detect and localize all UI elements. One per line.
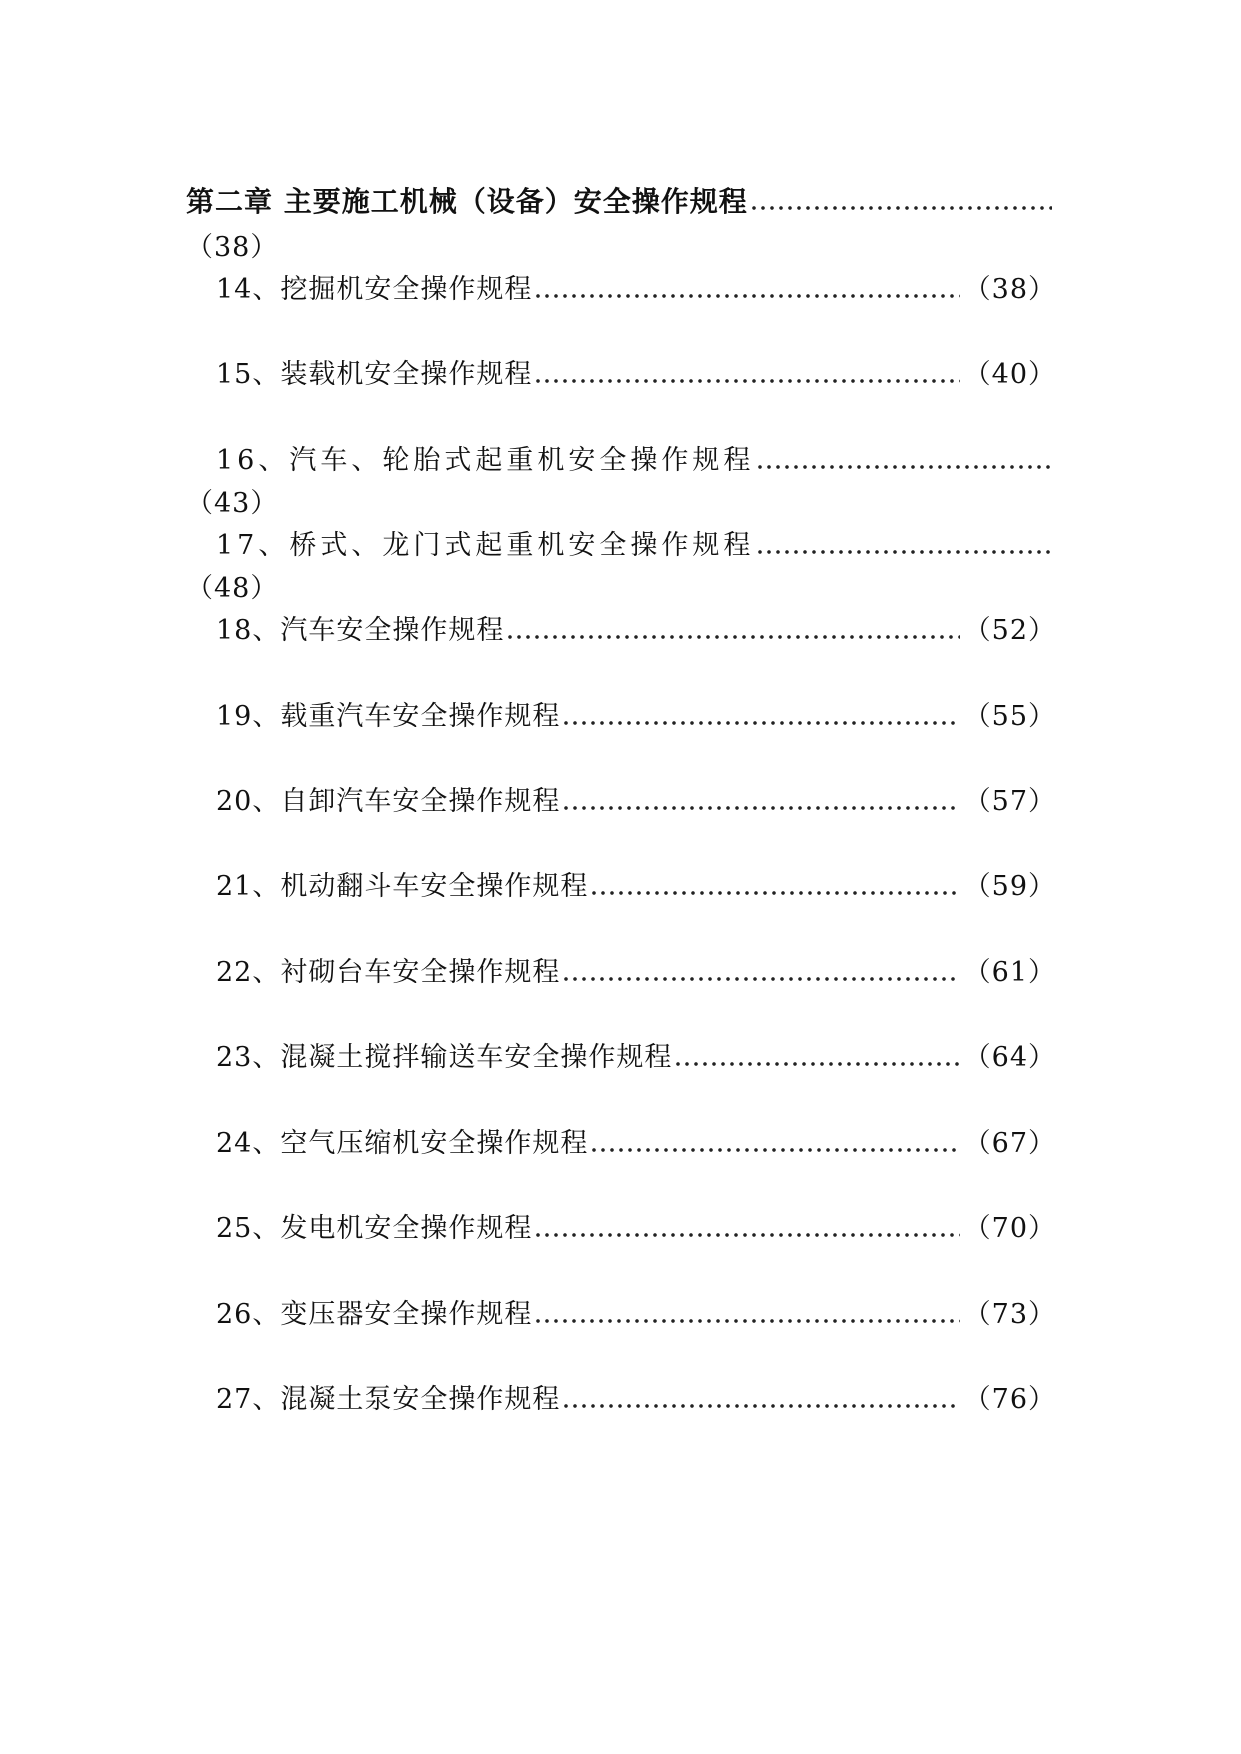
dot-leader [676, 1061, 959, 1067]
toc-entry-page: （57） [963, 786, 1056, 817]
toc-entry-title: 20、自卸汽车安全操作规程 [216, 786, 561, 817]
toc-entry [186, 1038, 1056, 1078]
toc-entry [186, 270, 1056, 310]
toc-entry-title: 16、汽车、轮胎式起重机安全操作规程 [216, 445, 755, 476]
toc-entry-title: 21、机动翻斗车安全操作规程 [216, 871, 589, 902]
dot-leader [564, 805, 959, 811]
dot-leader [536, 1318, 959, 1324]
toc-chapter-heading [186, 182, 1056, 222]
toc-entry-page: （38） [963, 274, 1056, 305]
toc-entry-title: 19、载重汽车安全操作规程 [216, 701, 561, 732]
dot-leader [564, 976, 959, 982]
dot-leader [564, 720, 959, 726]
toc-entry-title: 26、变压器安全操作规程 [216, 1299, 533, 1330]
toc-entry-page: （43） [186, 488, 279, 519]
dot-leader [536, 1232, 959, 1238]
toc-entry-page: （73） [963, 1299, 1056, 1330]
toc-entry-page: （64） [963, 1042, 1056, 1073]
dot-leader [752, 205, 1052, 211]
dot-leader [758, 464, 1052, 470]
toc-entry-title: 24、空气压缩机安全操作规程 [216, 1128, 589, 1159]
toc-entry-page: （52） [963, 615, 1056, 646]
toc-entry-title: 27、混凝土泵安全操作规程 [216, 1384, 561, 1415]
dot-leader [536, 293, 959, 299]
toc-entry [186, 953, 1056, 993]
toc-entry-title: 14、挖掘机安全操作规程 [216, 274, 533, 305]
chapter-title: 第二章 主要施工机械（设备）安全操作规程 [186, 185, 748, 218]
toc-entry [186, 1124, 1056, 1164]
toc-entry-page: （76） [963, 1384, 1056, 1415]
dot-leader [508, 634, 959, 640]
toc-entry [186, 441, 1056, 481]
toc-entry [186, 1295, 1056, 1335]
toc-entry-title: 15、装载机安全操作规程 [216, 359, 533, 390]
toc-entry [186, 1209, 1056, 1249]
toc-entry [186, 697, 1056, 737]
toc-entry-page: （55） [963, 701, 1056, 732]
toc-entry-page: （61） [963, 957, 1056, 988]
toc-entry-title: 25、发电机安全操作规程 [216, 1213, 533, 1244]
toc-entry-page: （70） [963, 1213, 1056, 1244]
dot-leader [592, 1147, 959, 1153]
dot-leader [758, 549, 1052, 555]
toc-entry [186, 782, 1056, 822]
toc-entry-page: （59） [963, 871, 1056, 902]
dot-leader [536, 378, 959, 384]
toc-entry [186, 867, 1056, 907]
toc-entry-title: 22、衬砌台车安全操作规程 [216, 957, 561, 988]
toc-entry-page: （40） [963, 359, 1056, 390]
toc-entry [186, 1380, 1056, 1420]
toc-entry [186, 526, 1056, 566]
dot-leader [564, 1403, 959, 1409]
toc-entry-title: 17、桥式、龙门式起重机安全操作规程 [216, 530, 755, 561]
dot-leader [592, 890, 959, 896]
toc-entry [186, 611, 1056, 651]
toc-entry-title: 18、汽车安全操作规程 [216, 615, 505, 646]
toc-entry-page: （67） [963, 1128, 1056, 1159]
toc-entry-title: 23、混凝土搅拌输送车安全操作规程 [216, 1042, 673, 1073]
toc-entry [186, 355, 1056, 395]
chapter-page-number: （38） [186, 232, 279, 263]
toc-entry-page: （48） [186, 573, 279, 604]
